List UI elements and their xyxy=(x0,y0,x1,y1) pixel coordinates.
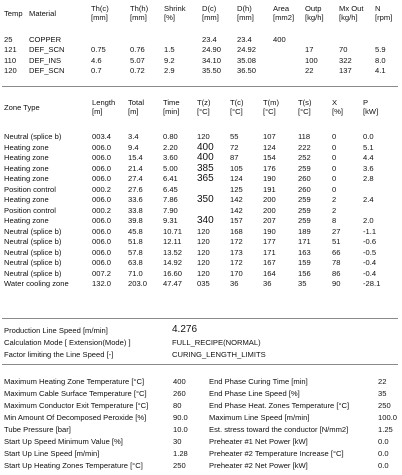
zone-cell: 15.4 xyxy=(128,153,143,163)
zone-cell: 164 xyxy=(263,268,276,278)
zone-cell: 170 xyxy=(230,268,243,278)
header-time: Time [min] xyxy=(163,98,180,116)
zone-type-cell: Heating zone xyxy=(4,142,49,152)
zone-type-cell: Heating zone xyxy=(4,195,49,205)
material-cell xyxy=(375,35,398,46)
zone-cell: 2 xyxy=(332,195,337,205)
materials-table xyxy=(4,2,398,77)
header-t-mean: T(m) [°C] xyxy=(263,98,280,116)
zone-row xyxy=(4,227,398,238)
material-cell: DEF_SCN xyxy=(29,66,65,76)
parameter-value: 250 xyxy=(173,461,186,470)
zone-cell: 9.4 xyxy=(128,142,139,152)
material-cell: 35.08 xyxy=(237,55,257,65)
material-cell: 25 xyxy=(4,34,13,44)
zone-cell: 21.4 xyxy=(128,163,143,173)
parameter-value: 0.0 xyxy=(378,461,389,470)
material-cell: 0.7 xyxy=(91,66,102,76)
zone-type-cell: Neutral (splice b) xyxy=(4,268,62,278)
zone-cell: 172 xyxy=(230,258,243,268)
zone-cell: 4.4 xyxy=(363,153,374,163)
parameter-label: Preheater #2 Temperature Increase [°C] xyxy=(209,449,344,458)
zone-cell: 207 xyxy=(263,216,276,226)
parameter-value: 35 xyxy=(378,389,387,398)
material-cell xyxy=(164,35,202,46)
zone-cell: 120 xyxy=(197,268,210,278)
parameter-label: Start Up Line Speed [m/min] xyxy=(4,449,100,458)
header-output: Outp [kg/h] xyxy=(305,4,324,22)
zone-cell: 0.0 xyxy=(363,132,374,142)
zone-cell: 39.8 xyxy=(128,216,143,226)
zone-type-cell: Position control xyxy=(4,205,56,215)
zone-cell: -0.5 xyxy=(363,247,377,257)
zone-rows xyxy=(4,132,398,290)
zone-type-cell: Water cooling zone xyxy=(4,279,69,289)
material-cell: 70 xyxy=(339,45,348,55)
material-cell: 120 xyxy=(4,66,17,76)
zone-cell: 171 xyxy=(263,247,276,257)
material-cell: DEF_SCN xyxy=(29,45,65,55)
header-temp: Temp xyxy=(4,8,23,18)
zone-cell: 87 xyxy=(230,153,239,163)
zone-type-cell: Position control xyxy=(4,184,56,194)
zone-cell: 260 xyxy=(298,174,311,184)
material-cell xyxy=(339,35,375,46)
zone-type-cell: Heating zone xyxy=(4,163,49,173)
zones-header-row xyxy=(4,96,398,118)
material-cell: 34.10 xyxy=(202,55,222,65)
zone-cell: 142 xyxy=(230,195,243,205)
material-cell: 4.1 xyxy=(375,66,386,76)
zone-cell: 2 xyxy=(332,205,337,215)
zone-cell: 63.8 xyxy=(128,258,143,268)
zone-cell: 259 xyxy=(298,205,311,215)
zone-cell: 007.2 xyxy=(92,268,112,278)
zone-cell: 190 xyxy=(263,226,276,236)
zone-cell: 9.31 xyxy=(163,216,178,226)
zone-cell: 8 xyxy=(332,216,337,226)
zone-cell: 125 xyxy=(230,184,243,194)
zone-cell: -0.4 xyxy=(363,258,377,268)
zone-cell: 36 xyxy=(230,279,239,289)
zone-cell: 173 xyxy=(230,247,243,257)
material-row xyxy=(4,35,398,46)
calc-mode-value: FULL_RECIPE(NORMAL) xyxy=(172,338,261,347)
parameter-value: 1.28 xyxy=(173,449,188,458)
zone-cell: 157 xyxy=(230,216,243,226)
zone-cell: 3.4 xyxy=(128,132,139,142)
zone-type-cell: Heating zone xyxy=(4,216,49,226)
zone-cell: 6.41 xyxy=(163,174,178,184)
parameter-label: End Phase Heat. Zones Temperature [°C] xyxy=(209,401,350,410)
parameter-label: End Phase Line Speed [%] xyxy=(209,389,300,398)
zone-cell: 120 xyxy=(197,247,210,257)
header-length: Length [m] xyxy=(92,98,116,116)
zone-cell: 6.45 xyxy=(163,184,178,194)
zone-cell xyxy=(363,185,398,196)
zone-cell: 45.8 xyxy=(128,226,143,236)
material-cell: 137 xyxy=(339,66,352,76)
zone-cell: 006.0 xyxy=(92,237,112,247)
zone-cell: 78 xyxy=(332,258,341,268)
zone-cell: 400 xyxy=(197,141,214,153)
zone-row xyxy=(4,237,398,248)
material-cell xyxy=(130,35,164,46)
zone-cell: 27 xyxy=(332,226,341,236)
header-shrink: Shrink [%] xyxy=(164,4,186,22)
header-material: Material xyxy=(29,8,57,18)
zone-cell: 35 xyxy=(298,279,307,289)
zone-cell: 156 xyxy=(298,268,311,278)
zone-cell: 12.11 xyxy=(163,237,182,247)
zone-cell: 259 xyxy=(298,216,311,226)
zone-cell: 124 xyxy=(263,142,276,152)
limit-factor-value: CURING_LENGTH_LIMITS xyxy=(172,350,266,359)
zone-cell: 27.6 xyxy=(128,184,143,194)
zone-cell: 118 xyxy=(298,132,311,142)
material-cell: 8.0 xyxy=(375,55,386,65)
zone-cell: 2.4 xyxy=(363,195,374,205)
header-t-surface: T(s) [°C] xyxy=(298,98,312,116)
zone-cell: 2.0 xyxy=(363,216,374,226)
zone-cell: 000.2 xyxy=(92,184,112,194)
line-speed-label: Production Line Speed [m/min] xyxy=(4,326,108,335)
zone-cell: 107 xyxy=(263,132,276,142)
parameter-value: 80 xyxy=(173,401,182,410)
zone-type-cell: Neutral (splice b) xyxy=(4,132,62,142)
line-speed-value: 4.276 xyxy=(172,324,198,335)
zone-cell: 27.4 xyxy=(128,174,143,184)
zone-cell xyxy=(363,206,398,217)
material-cell: 5.07 xyxy=(130,55,145,65)
limit-factor-label: Factor limiting the Line Speed [-] xyxy=(4,350,114,359)
material-cell xyxy=(273,56,305,67)
material-cell: 35.50 xyxy=(202,66,222,76)
material-cell: 24.90 xyxy=(202,45,222,55)
zone-cell: 400 xyxy=(197,152,214,164)
header-power: P [kW] xyxy=(363,98,379,116)
zone-cell: 5.00 xyxy=(163,163,178,173)
zone-cell: 252 xyxy=(298,153,311,163)
zone-cell: -28.1 xyxy=(363,279,381,289)
material-cell: 23.4 xyxy=(202,34,217,44)
material-cell: 0.76 xyxy=(130,45,145,55)
zone-row xyxy=(4,153,398,164)
material-cell xyxy=(273,45,305,56)
zone-type-cell: Neutral (splice b) xyxy=(4,237,62,247)
header-max-output: Mx Out [kg/h] xyxy=(339,4,364,22)
zone-cell: 51 xyxy=(332,237,341,247)
material-cell: DEF_INS xyxy=(29,55,62,65)
zone-cell: 5.1 xyxy=(363,142,374,152)
zone-cell: 167 xyxy=(263,258,276,268)
zone-row xyxy=(4,279,398,290)
material-cell: 121 xyxy=(4,45,17,55)
zone-cell: 132.0 xyxy=(92,279,112,289)
zone-cell: 000.2 xyxy=(92,205,112,215)
material-cell xyxy=(305,35,339,46)
material-cell: 0.75 xyxy=(91,45,106,55)
parameter-value: 22 xyxy=(378,377,387,386)
zone-cell: 006.0 xyxy=(92,258,112,268)
header-area: Area [mm2] xyxy=(273,4,295,22)
zone-type-cell: Neutral (splice b) xyxy=(4,247,62,257)
material-cell: COPPER xyxy=(29,34,62,44)
parameter-value: 10.0 xyxy=(173,425,188,434)
parameter-label: Maximum Line Speed [m/min] xyxy=(209,413,310,422)
zone-row xyxy=(4,195,398,206)
zone-cell: 0.80 xyxy=(163,132,178,142)
material-cell: 1.5 xyxy=(164,45,175,55)
parameter-value: 0.0 xyxy=(378,437,389,446)
zone-cell: 0 xyxy=(332,174,337,184)
header-rpm: N [rpm] xyxy=(375,4,393,22)
zone-cell: 006.0 xyxy=(92,195,112,205)
header-zone-type: Zone Type xyxy=(4,102,40,112)
zone-cell: 57.8 xyxy=(128,247,143,257)
zone-type-cell: Heating zone xyxy=(4,153,49,163)
parameter-label: Est. stress toward the conductor [N/mm2] xyxy=(209,425,349,434)
zone-cell: 13.52 xyxy=(163,247,183,257)
zone-row xyxy=(4,174,398,185)
material-cell: 100 xyxy=(305,55,318,65)
parameter-label: End Phase Curing Time [min] xyxy=(209,377,308,386)
divider xyxy=(2,364,398,365)
zone-cell: 154 xyxy=(263,153,276,163)
zone-cell: 168 xyxy=(230,226,243,236)
zone-cell: 159 xyxy=(298,258,311,268)
zone-cell: 006.0 xyxy=(92,174,112,184)
divider xyxy=(2,318,398,319)
zone-cell: 259 xyxy=(298,195,311,205)
zone-cell: 120 xyxy=(197,226,210,236)
parameter-value: 400 xyxy=(173,377,186,386)
material-row xyxy=(4,66,398,77)
zone-cell: 350 xyxy=(197,194,214,206)
zone-cell: 172 xyxy=(230,237,243,247)
calc-mode-label: Calculation Mode [ Extension(Mode) ] xyxy=(4,338,131,347)
zone-cell: 55 xyxy=(230,132,239,142)
parameter-value: 30 xyxy=(173,437,182,446)
header-t-conductor: T(c) [°C] xyxy=(230,98,244,116)
zone-row xyxy=(4,269,398,280)
zone-cell: 33.6 xyxy=(128,195,143,205)
header-t-zone: T(z) [°C] xyxy=(197,98,211,116)
zone-cell: 006.0 xyxy=(92,247,112,257)
divider xyxy=(2,86,398,87)
zone-cell: 260 xyxy=(298,184,311,194)
zone-cell: -1.1 xyxy=(363,226,377,236)
zone-cell: 006.0 xyxy=(92,142,112,152)
zone-cell: 124 xyxy=(230,174,243,184)
header-d-cold: D(c) [mm] xyxy=(202,4,219,22)
material-cell: 4.6 xyxy=(91,55,102,65)
zone-cell: 51.8 xyxy=(128,237,143,247)
zone-cell: 0 xyxy=(332,184,337,194)
zone-cell: 7.90 xyxy=(163,205,178,215)
zone-type-cell: Neutral (splice b) xyxy=(4,258,62,268)
zone-cell: 171 xyxy=(298,237,311,247)
parameter-label: Maximum Cable Surface Temperature [°C] xyxy=(4,389,147,398)
zone-cell: 006.0 xyxy=(92,226,112,236)
zone-cell: 385 xyxy=(197,162,214,174)
zone-cell: 33.8 xyxy=(128,205,143,215)
zone-cell: 035 xyxy=(197,279,210,289)
material-cell xyxy=(91,35,130,46)
zone-cell: 36 xyxy=(263,279,272,289)
material-row xyxy=(4,45,398,56)
header-crosslink: X [%] xyxy=(332,98,343,116)
zone-cell: 72 xyxy=(230,142,239,152)
parameter-value: 250 xyxy=(378,401,391,410)
zone-cell: 3.6 xyxy=(363,163,374,173)
zone-row xyxy=(4,258,398,269)
material-cell: 17 xyxy=(305,45,314,55)
zone-cell: 0 xyxy=(332,142,337,152)
zone-cell: 200 xyxy=(263,195,276,205)
zone-cell: 2.20 xyxy=(163,142,178,152)
zone-cell: 0 xyxy=(332,132,337,142)
parameter-label: Tube Pressure [bar] xyxy=(4,425,71,434)
zone-cell: 200 xyxy=(263,205,276,215)
zone-cell: 190 xyxy=(263,174,276,184)
material-cell: 23.4 xyxy=(237,34,252,44)
header-th-cold: Th(c) [mm] xyxy=(91,4,109,22)
zone-cell: 47.47 xyxy=(163,279,183,289)
material-cell: 5.9 xyxy=(375,45,386,55)
zone-cell: 191 xyxy=(263,184,276,194)
header-total: Total [m] xyxy=(128,98,145,116)
zone-cell: 86 xyxy=(332,268,341,278)
zone-cell: -0.6 xyxy=(363,237,377,247)
material-row xyxy=(4,56,398,67)
zone-row xyxy=(4,216,398,227)
parameter-label: Min Amount Of Decomposed Peroxide [%] xyxy=(4,413,147,422)
zone-cell: 120 xyxy=(197,237,210,247)
material-cell: 36.50 xyxy=(237,66,257,76)
material-cell: 22 xyxy=(305,66,314,76)
parameter-label: Start Up Heating Zones Temperature [°C] xyxy=(4,461,143,470)
zone-cell: 10.71 xyxy=(163,226,183,236)
zone-cell: 163 xyxy=(298,247,311,257)
zone-cell: 006.0 xyxy=(92,216,112,226)
zone-cell: -0.4 xyxy=(363,268,377,278)
parameter-value: 100.0 xyxy=(378,413,398,422)
parameter-value: 90.0 xyxy=(173,413,188,422)
material-cell xyxy=(273,66,305,77)
parameter-label: Preheater #2 Net Power [kW] xyxy=(209,461,308,470)
materials-header-row xyxy=(4,2,398,24)
header-th-hot: Th(h) [mm] xyxy=(130,4,149,22)
zone-cell: 006.0 xyxy=(92,163,112,173)
parameter-value: 260 xyxy=(173,389,186,398)
zone-cell: 120 xyxy=(197,258,210,268)
parameter-label: Maximum Conductor Exit Temperature [°C] xyxy=(4,401,149,410)
zone-cell: 365 xyxy=(197,173,214,185)
material-cell: 110 xyxy=(4,55,17,65)
material-cell: 24.92 xyxy=(237,45,257,55)
zone-cell: 259 xyxy=(298,163,311,173)
material-cell: 9.2 xyxy=(164,55,175,65)
zone-cell: 003.4 xyxy=(92,132,112,142)
header-d-hot: D(h) [mm] xyxy=(237,4,254,22)
zone-cell: 0 xyxy=(332,163,337,173)
parameter-value: 0.0 xyxy=(378,449,389,458)
zone-cell: 222 xyxy=(298,142,311,152)
material-cell: 400 xyxy=(273,34,286,44)
zone-type-cell: Neutral (splice b) xyxy=(4,226,62,236)
parameter-label: Start Up Speed Minimum Value [%] xyxy=(4,437,123,446)
zone-cell: 203.0 xyxy=(128,279,148,289)
material-cell: 322 xyxy=(339,55,352,65)
zone-cell: 7.86 xyxy=(163,195,178,205)
zone-cell: 105 xyxy=(230,163,243,173)
zone-cell: 142 xyxy=(230,205,243,215)
material-cell: 2.9 xyxy=(164,66,175,76)
zone-cell: 14.92 xyxy=(163,258,183,268)
zone-cell: 120 xyxy=(197,132,210,142)
zone-cell: 2.8 xyxy=(363,174,374,184)
zone-cell: 340 xyxy=(197,215,214,227)
zone-cell: 0 xyxy=(332,153,337,163)
zone-cell: 189 xyxy=(298,226,311,236)
material-cell: 0.72 xyxy=(130,66,145,76)
parameter-value: 1.25 xyxy=(378,425,393,434)
zone-cell: 3.60 xyxy=(163,153,178,163)
parameter-label: Maximum Heating Zone Temperature [°C] xyxy=(4,377,145,386)
zone-cell: 90 xyxy=(332,279,341,289)
zone-cell: 66 xyxy=(332,247,341,257)
zone-row xyxy=(4,132,398,143)
zone-cell: 16.60 xyxy=(163,268,183,278)
zone-row xyxy=(4,248,398,259)
parameter-label: Preheater #1 Net Power [kW] xyxy=(209,437,308,446)
zone-cell: 71.0 xyxy=(128,268,143,278)
zone-cell: 176 xyxy=(263,163,276,173)
zone-cell: 177 xyxy=(263,237,276,247)
zone-type-cell: Heating zone xyxy=(4,174,49,184)
zones-table xyxy=(4,96,398,290)
zone-cell: 006.0 xyxy=(92,153,112,163)
